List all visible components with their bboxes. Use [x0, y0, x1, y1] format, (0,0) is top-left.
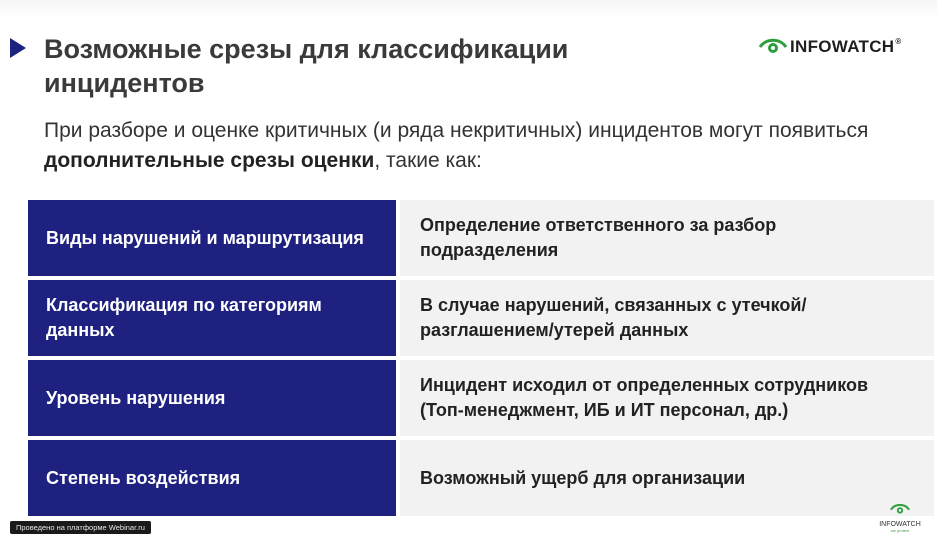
platform-note[interactable]: Проведено на платформе Webinar.ru [10, 521, 151, 534]
classification-table [28, 200, 934, 520]
slide [0, 18, 937, 519]
intro-bold: дополнительные срезы оценки [44, 149, 375, 172]
intro-text [44, 116, 904, 176]
table-row [28, 440, 934, 516]
row-label: Виды нарушений и маршрутизация [28, 200, 396, 276]
row-description: Возможный ущерб для организации [400, 440, 934, 516]
infowatch-eye-icon [758, 34, 788, 60]
slide-title: Возможные срезы для классификации инцидентов [44, 34, 569, 98]
infowatch-logo [758, 34, 902, 60]
intro-before: При разборе и оценке критичных (и ряда некритичных) инцидентов могут появиться [44, 119, 869, 142]
logo-text: INFOWATCH® [790, 37, 902, 56]
row-label: Классификация по категориям данных [28, 280, 396, 356]
row-description: Инцидент исходил от определенных сотрудников (Топ-менеджмент, ИБ и ИТ персонал, др.) [400, 360, 934, 436]
row-description: В случае нарушений, связанных с утечкой/разглашением/утерей данных [400, 280, 934, 356]
small-logo-tagline: we protect [890, 528, 910, 533]
row-description: Определение ответственного за разбор подразделения [400, 200, 934, 276]
table-row [28, 360, 934, 436]
table-row [28, 280, 934, 356]
title-marker-icon [10, 38, 26, 58]
row-label: Уровень нарушения [28, 360, 396, 436]
small-logo-text: INFOWATCH [879, 521, 921, 528]
table-row [28, 200, 934, 276]
row-label: Степень воздействия [28, 440, 396, 516]
small-eye-icon [889, 502, 911, 516]
intro-after: , такие как: [374, 149, 482, 172]
top-strip [0, 0, 937, 18]
small-infowatch-logo [870, 502, 930, 533]
